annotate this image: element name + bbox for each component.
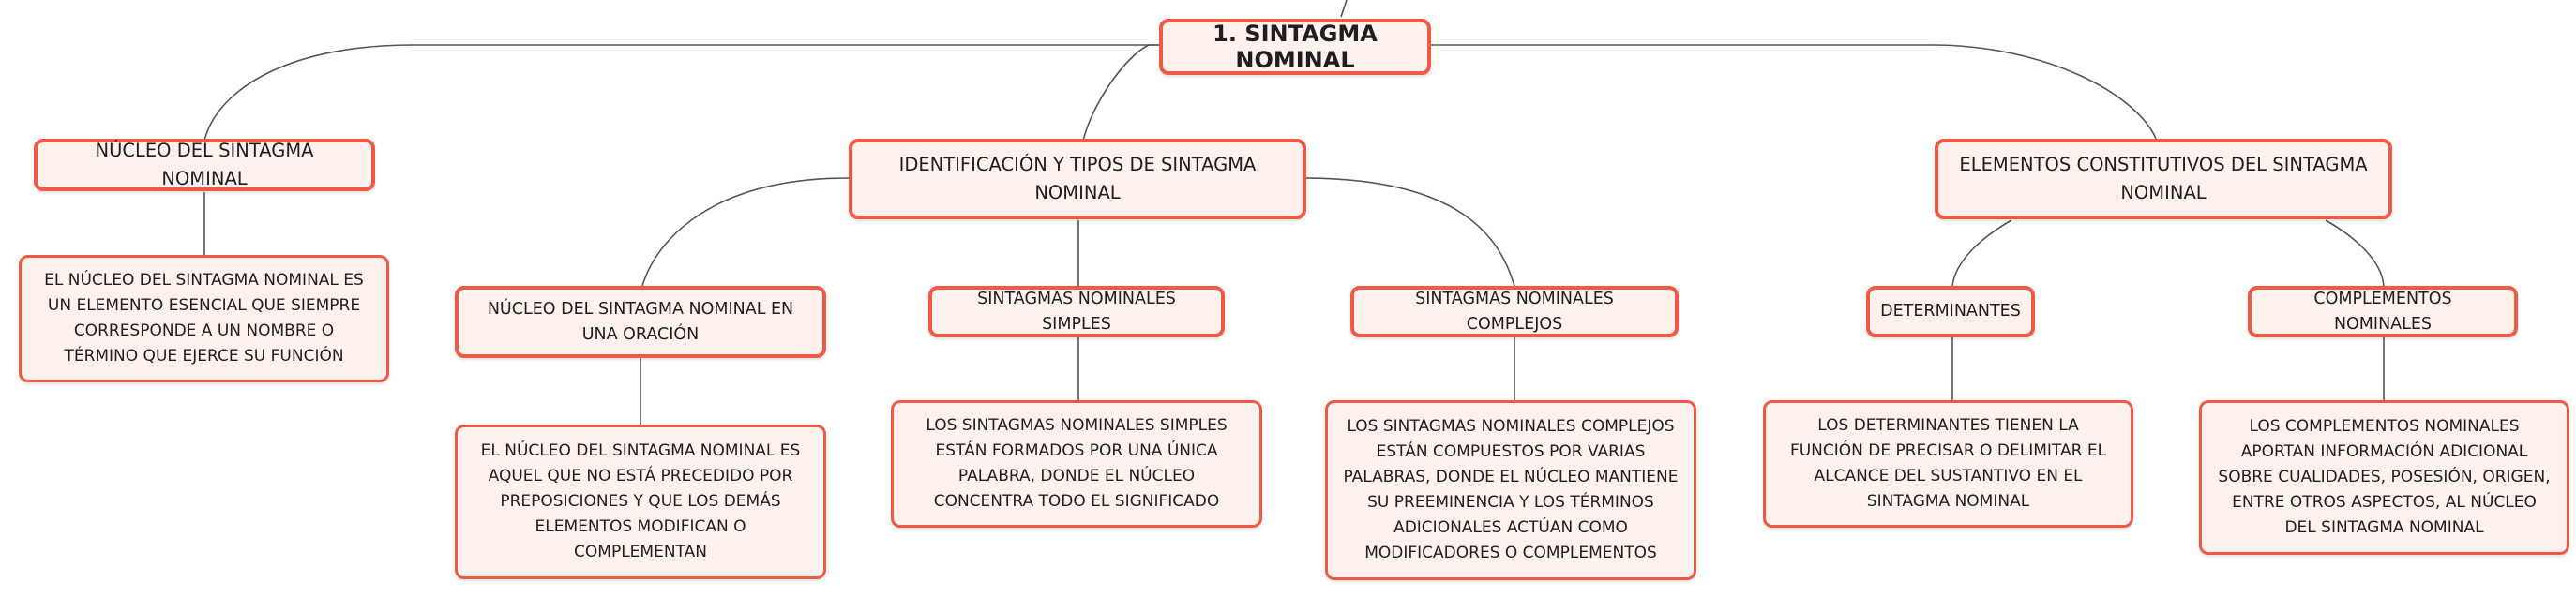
topic-elements-label: ELEMENTOS CONSTITUTIVOS DEL SINTAGMA NOMINAL	[1959, 154, 2368, 203]
nucleus-in-sentence-description-text: EL NÚCLEO DEL SINTAGMA NOMINAL ES AQUEL QUE NO ESTÁ PRECEDIDO POR PREPOSICIONES Y QUE LOS DEMÁS ELEMENTOS MODIFICAN O COMPLEMENTAN	[480, 441, 801, 561]
complex-phrases-description-text: LOS SINTAGMAS NOMINALES COMPLEJOS ESTÁN COMPUESTOS POR VARIAS PALABRAS, DONDE EL NÚCLEO MANTIENE SU PREEMINENCIA Y LOS TÉRMINOS ADICIONALES ACTÚAN COMO MODIFICADORES O COMPLEMENTOS	[1343, 417, 1679, 562]
nucleus-in-sentence-description[interactable]	[455, 425, 826, 579]
subtopic-complements[interactable]	[2248, 286, 2518, 337]
subtopic-determiners-label: DETERMINANTES	[1880, 302, 2021, 321]
complex-phrases-description[interactable]	[1325, 400, 1696, 580]
connector-root-elements	[1430, 45, 2157, 141]
connector-root-identification	[1083, 45, 1159, 141]
subtopic-complex-phrases-label: SINTAGMAS NOMINALES COMPLEJOS	[1415, 289, 1614, 334]
subtopic-nucleus-in-sentence-label: NÚCLEO DEL SINTAGMA NOMINAL EN UNA ORACIÓN	[487, 299, 794, 344]
determiners-description[interactable]	[1763, 400, 2133, 528]
subtopic-nucleus-in-sentence[interactable]	[455, 286, 826, 358]
nucleus-description[interactable]	[19, 255, 389, 382]
subtopic-determiners[interactable]	[1866, 286, 2035, 337]
root-topic[interactable]	[1159, 19, 1431, 75]
simple-phrases-description-text: LOS SINTAGMAS NOMINALES SIMPLES ESTÁN FORMADOS POR UNA ÚNICA PALABRA, DONDE EL NÚCLEO CONCENTRA TODO EL SIGNIFICADO	[926, 416, 1228, 511]
topic-elements[interactable]	[1935, 139, 2392, 219]
connector-elements-child2	[2326, 220, 2384, 286]
subtopic-complex-phrases[interactable]	[1350, 286, 1679, 337]
connector-elements-child1	[1952, 220, 2011, 286]
topic-identification[interactable]	[849, 139, 1306, 219]
determiners-description-text: LOS DETERMINANTES TIENEN LA FUNCIÓN DE PRECISAR O DELIMITAR EL ALCANCE DEL SUSTANTIVO EN EL SINTAGMA NOMINAL	[1789, 416, 2107, 511]
complements-description-text: LOS COMPLEMENTOS NOMINALES APORTAN INFORMACIÓN ADICIONAL SOBRE CUALIDADES, POSESIÓN, ORIGEN, ENTRE OTROS ASPECTOS, AL NÚCLEO DEL SINTAGMA NOMINAL	[2218, 417, 2551, 537]
subtopic-simple-phrases-label: SINTAGMAS NOMINALES SIMPLES	[977, 289, 1176, 334]
root-topic-label: 1. SINTAGMA NOMINAL	[1213, 21, 1378, 73]
subtopic-simple-phrases[interactable]	[928, 286, 1225, 337]
complements-description[interactable]	[2199, 400, 2569, 555]
connector-ident-child1	[642, 178, 849, 286]
nucleus-description-text: EL NÚCLEO DEL SINTAGMA NOMINAL ES UN ELEMENTO ESENCIAL QUE SIEMPRE CORRESPONDE A UN NOMBRE O TÉRMINO QUE EJERCE SU FUNCIÓN	[44, 271, 364, 366]
connector-root-nucleus	[204, 45, 1159, 141]
subtopic-complements-label: COMPLEMENTOS NOMINALES	[2313, 289, 2452, 334]
simple-phrases-description[interactable]	[891, 400, 1262, 528]
connector-parent-above	[1341, 0, 1347, 17]
topic-nucleus-label: NÚCLEO DEL SINTAGMA NOMINAL	[95, 140, 314, 189]
connector-ident-child3	[1303, 178, 1514, 286]
topic-nucleus[interactable]	[34, 139, 375, 191]
topic-identification-label: IDENTIFICACIÓN Y TIPOS DE SINTAGMA NOMINAL	[898, 154, 1257, 203]
